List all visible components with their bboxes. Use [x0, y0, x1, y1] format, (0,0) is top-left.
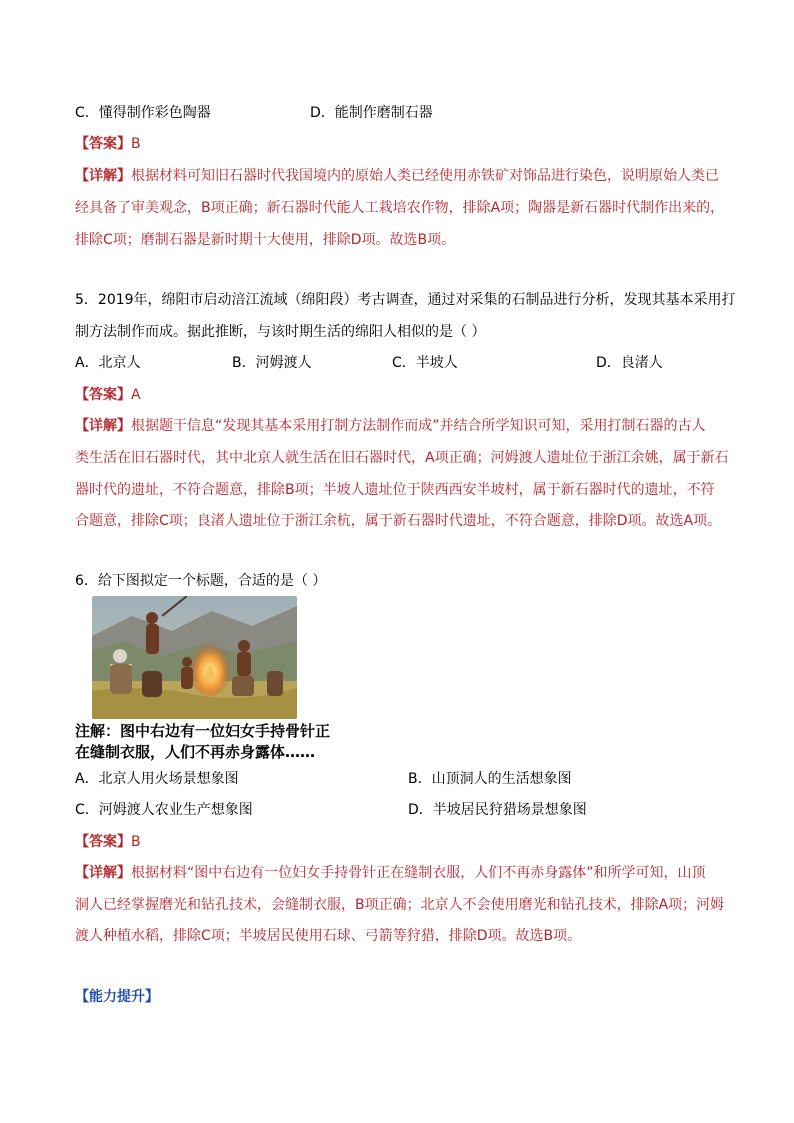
q5-option-b: B．河姆渡人: [232, 355, 312, 371]
q5-detail-line-3: 器时代的遗址，不符合题意，排除B项；半坡人遗址位于陕西西安半坡村，属于新石器时代的遗址，不符: [75, 482, 715, 498]
detail-tag: 【详解】: [75, 418, 131, 434]
detail-text: 根据题干信息“发现其基本采用打制方法制作而成”并结合所学知识可知，采用打制石器的古人: [131, 418, 706, 434]
q5-detail-line-4: 合题意，排除C项；良渚人遗址位于浙江余杭，属于新石器时代遗址，不符合题意，排除D项。故选A项。: [75, 513, 722, 529]
q5-stem-line-2: 制方法制作而成。据此推断，与该时期生活的绵阳人相似的是（ ）: [75, 324, 486, 340]
q6-detail-line-2: 洞人已经掌握磨光和钻孔技术，会缝制衣服，B项正确；北京人不会使用磨光和钻孔技术，排除A项；河姆: [75, 897, 725, 913]
q5-detail-line-1: [75, 417, 706, 435]
q5-detail-line-2: 类生活在旧石器时代，其中北京人就生活在旧石器时代，A项正确；河姆渡人遗址位于浙江余姚，属于新石: [75, 450, 729, 466]
illustration-note-line-1: 注解：图中右边有一位妇女手持骨针正: [75, 722, 331, 740]
q5-option-d: D．良渚人: [596, 355, 663, 371]
q6-option-c: C．河姆渡人农业生产想象图: [75, 802, 253, 818]
q6-option-a: A．北京人用火场景想象图: [75, 771, 239, 787]
detail-text: 根据材料“图中右边有一位妇女手持骨针正在缝制衣服，人们不再赤身露体”和所学可知，山顶: [131, 865, 706, 881]
detail-tag: 【详解】: [75, 865, 131, 881]
q5-stem-line-1: 5．2019年，绵阳市启动涪江流域（绵阳段）考古调查，通过对采集的石制品进行分析，发现其基本采用打: [75, 292, 736, 308]
answer-value: B: [131, 834, 141, 850]
answer-tag: 【答案】: [75, 834, 131, 850]
q6-detail-line-3: 渡人种植水稻，排除C项；半坡居民使用石球、弓箭等狩猎，排除D项。故选B项。: [75, 928, 582, 944]
cave-people-illustration: [92, 596, 297, 719]
q6-answer: [75, 833, 141, 851]
q5-answer: [75, 386, 141, 404]
answer-value: B: [131, 136, 141, 152]
q6-option-b: B．山顶洞人的生活想象图: [408, 771, 572, 787]
q4-answer: [75, 135, 141, 153]
q4-detail-line-2: 经具备了审美观念，B项正确；新石器时代能人工栽培农作物，排除A项；陶器是新石器时代制作出来的，: [75, 200, 725, 216]
q4-option-d: D．能制作磨制石器: [310, 105, 433, 121]
answer-tag: 【答案】: [75, 387, 131, 403]
detail-tag: 【详解】: [75, 168, 131, 184]
answer-value: A: [131, 387, 141, 403]
q5-option-a: A．北京人: [75, 355, 141, 371]
q6-stem: 6．给下图拟定一个标题，合适的是（ ）: [75, 573, 327, 589]
section-title: 【能力提升】: [75, 989, 159, 1005]
q5-option-c: C．半坡人: [392, 355, 458, 371]
answer-tag: 【答案】: [75, 136, 131, 152]
detail-text: 根据材料可知旧石器时代我国境内的原始人类已经使用赤铁矿对饰品进行染色，说明原始人类已: [131, 168, 719, 184]
q4-detail-line-1: [75, 167, 719, 185]
q4-option-c: C．懂得制作彩色陶器: [75, 105, 211, 121]
q6-option-d: D．半坡居民狩猎场景想象图: [408, 802, 587, 818]
illustration-note-line-2: 在缝制衣服，人们不再赤身露体……: [75, 743, 316, 761]
q4-detail-line-3: 排除C项；磨制石器是新时期十大使用，排除D项。故选B项。: [75, 232, 456, 248]
q6-detail-line-1: [75, 864, 706, 882]
